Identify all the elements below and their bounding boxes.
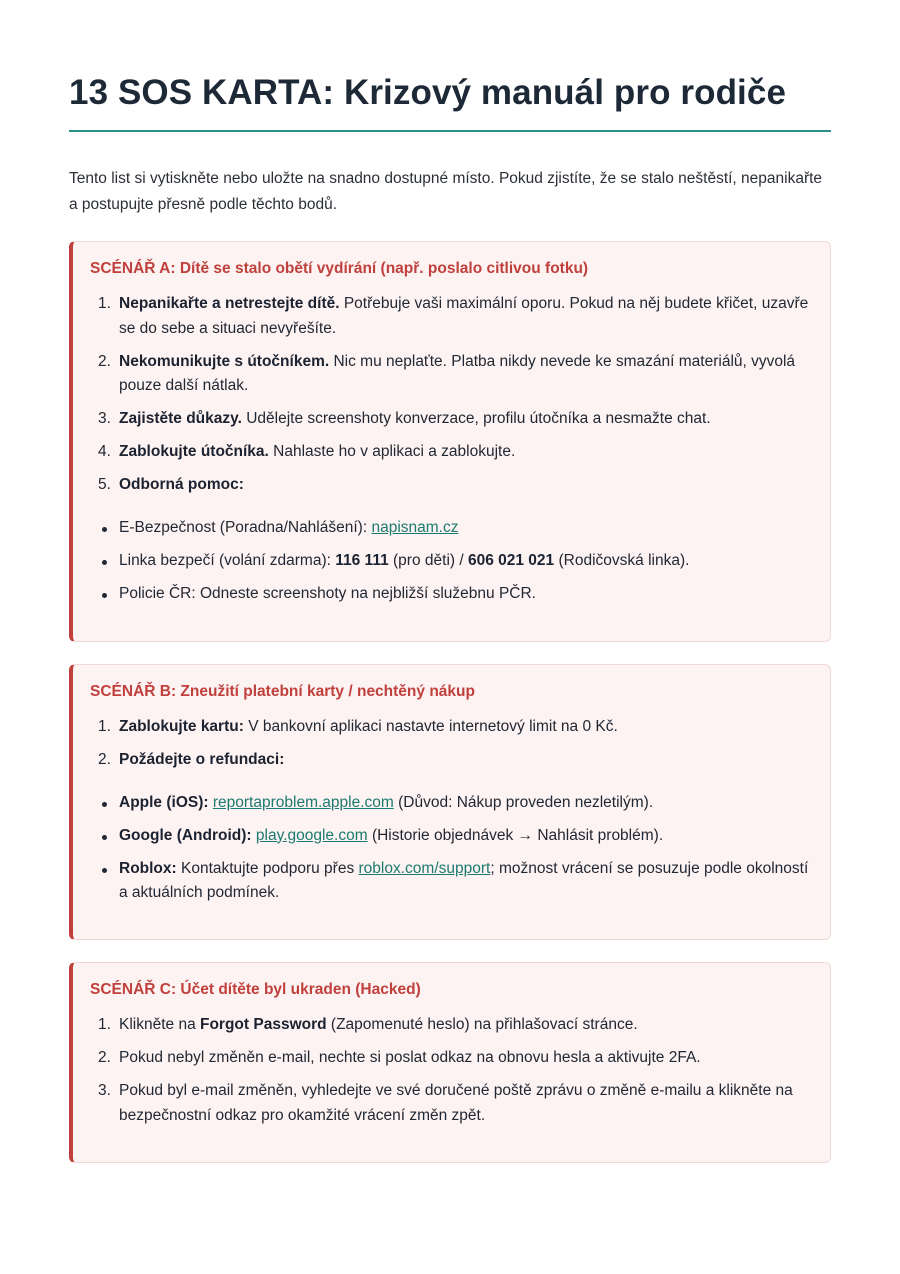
list-item: 5. Odborná pomoc: bbox=[98, 476, 244, 493]
napisnam-link[interactable]: napisnam.cz bbox=[371, 518, 459, 536]
list-item: 3. Zajistěte důkazy. Udělejte screenshoty konverzace, profilu útočníka a nesmažte chat. bbox=[98, 410, 711, 427]
list-item: 4. Zablokujte útočníka. Nahlaste ho v aplikaci a zablokujte. bbox=[98, 443, 516, 460]
scenario-b-refunds bbox=[90, 791, 810, 906]
bullet-icon bbox=[102, 527, 107, 532]
refund-roblox: Roblox: Kontaktujte podporu přes roblox.com/support; možnost vrácení se posuzuje podle okolností a aktuálních podmínek. bbox=[90, 857, 810, 906]
bullet-icon bbox=[102, 593, 107, 598]
list-item: 2. Nekomunikujte s útočníkem. Nic mu neplaťte. Platba nikdy nevede ke smazání materiálů, vyvolá pouze další nátlak. bbox=[98, 352, 796, 394]
refund-google: Google (Android): play.google.com (Historie objednávek → Nahlásit problém). bbox=[90, 824, 810, 849]
scenario-c-card bbox=[69, 962, 831, 1163]
list-item: 3. Pokud byl e-mail změněn, vyhledejte ve své doručené poště zprávu o změně e-mailu a klikněte na bezpečnostní odkaz pro okamžité vrácení změn zpět. bbox=[98, 1082, 793, 1124]
page-title: 13 SOS KARTA: Krizový manuál pro rodiče bbox=[69, 0, 831, 132]
list-item: 1. Nepanikařte a netrestejte dítě. Potřebuje vaši maximální oporu. Pokud na něj budete křičet, uzavře se do sebe a situaci nevyřešíte. bbox=[98, 295, 809, 337]
apple-report-link[interactable]: reportaproblem.apple.com bbox=[212, 793, 394, 811]
intro-paragraph: Tento list si vytiskněte nebo uložte na snadno dostupné místo. Pokud zjistíte, že se stalo neštěstí, nepanikařte a postupujte přesně podle těchto bodů. bbox=[69, 170, 823, 213]
scenario-c-steps bbox=[90, 1013, 810, 1128]
list-item: 2. Požádejte o refundaci: bbox=[98, 751, 285, 768]
bullet-icon bbox=[102, 835, 107, 840]
scenario-a-contacts bbox=[90, 516, 810, 607]
scenario-b-steps bbox=[90, 715, 810, 773]
scenario-a-card bbox=[69, 241, 831, 642]
list-item: 1. Zablokujte kartu: V bankovní aplikaci nastavte internetový limit na 0 Kč. bbox=[98, 718, 618, 735]
scenario-b-card bbox=[69, 664, 831, 940]
bullet-icon bbox=[102, 802, 107, 807]
contact-policie: Policie ČR: Odneste screenshoty na nejbližší služebnu PČR. bbox=[90, 582, 810, 607]
bullet-icon bbox=[102, 868, 107, 873]
scenario-a-heading: SCÉNÁŘ A: Dítě se stalo obětí vydírání (např. poslalo citlivou fotku) bbox=[90, 260, 589, 277]
google-play-link[interactable]: play.google.com bbox=[255, 826, 368, 844]
list-item: 1. Klikněte na Forgot Password (Zapomenuté heslo) na přihlašovací stránce. bbox=[98, 1016, 638, 1033]
contact-linka-bezpeci: Linka bezpečí (volání zdarma): 116 111 (pro děti) / 606 021 021 (Rodičovská linka). bbox=[90, 549, 810, 574]
scenario-b-heading: SCÉNÁŘ B: Zneužití platební karty / nechtěný nákup bbox=[90, 683, 475, 700]
contact-ebezpecnost: E-Bezpečnost (Poradna/Nahlášení): napisnam.cz bbox=[90, 516, 810, 541]
roblox-support-link[interactable]: roblox.com/support bbox=[358, 859, 491, 877]
bullet-icon bbox=[102, 560, 107, 565]
refund-apple: Apple (iOS): reportaproblem.apple.com (Důvod: Nákup proveden nezletilým). bbox=[90, 791, 810, 816]
scenario-a-steps bbox=[90, 292, 810, 498]
list-item: 2. Pokud nebyl změněn e-mail, nechte si poslat odkaz na obnovu hesla a aktivujte 2FA. bbox=[98, 1049, 701, 1066]
scenario-c-heading: SCÉNÁŘ C: Účet dítěte byl ukraden (Hacked) bbox=[90, 981, 421, 998]
